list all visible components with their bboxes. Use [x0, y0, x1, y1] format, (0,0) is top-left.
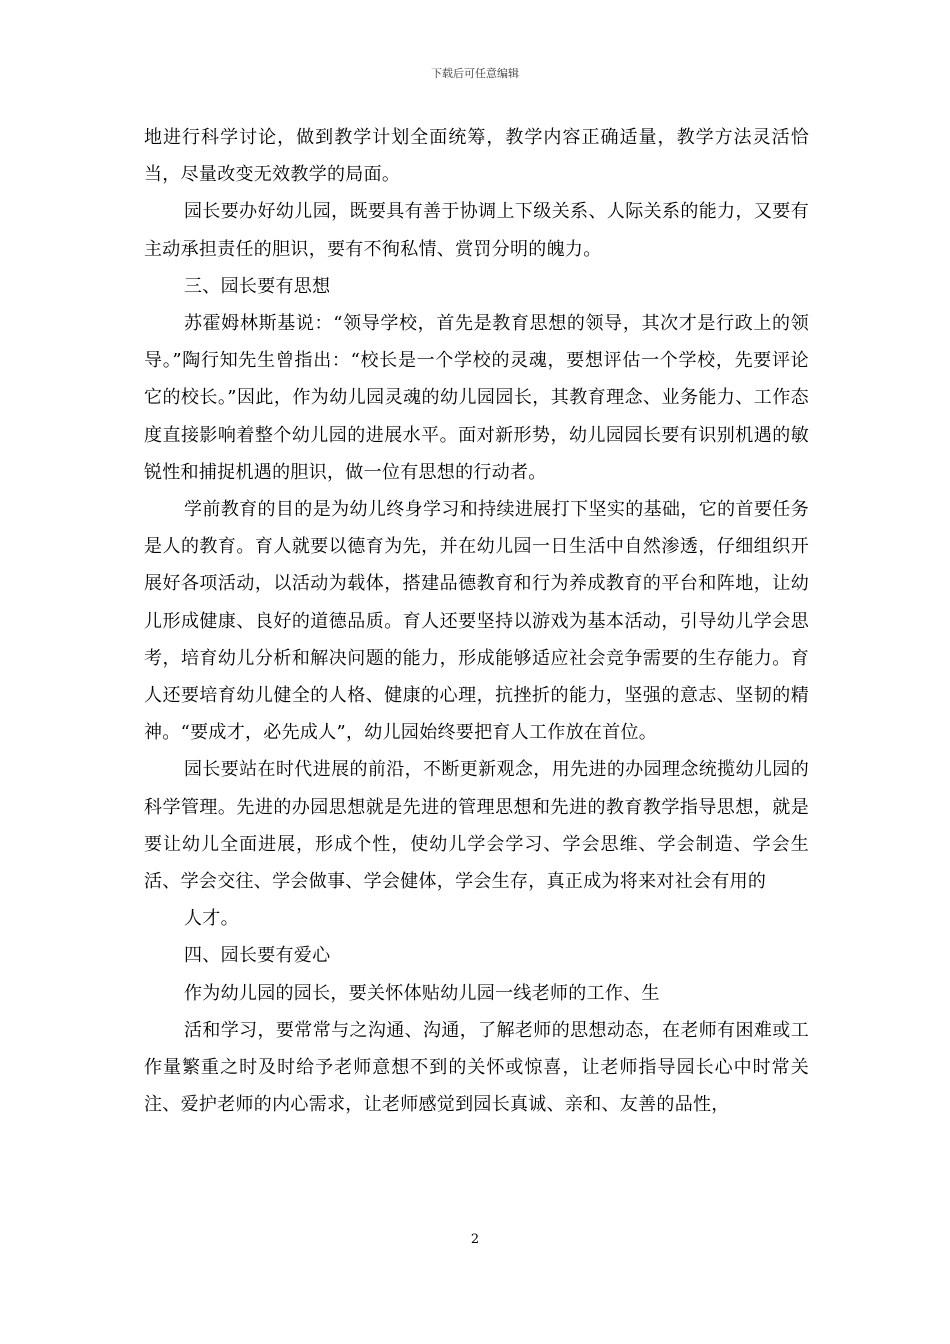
paragraph: 园长要办好幼儿园，既要具有善于协调上下级关系、人际关系的能力，又要有主动承担责任的胆识，要有不徇私情、赏罚分明的魄力。 [144, 201, 809, 260]
paragraph: 人才。 [184, 908, 239, 930]
paragraph: 地进行科学讨论，做到教学计划全面统筹，教学内容正确适量，教学方法灵活恰当，尽量改变无效教学的局面。 [144, 127, 809, 186]
paragraph: 苏霍姆林斯基说：“领导学校，首先是教育思想的领导，其次才是行政上的领导。”陶行知先生曾指出：“校长是一个学校的灵魂，要想评估一个学校，先要评论它的校长。”因此，作为幼儿园灵魂的幼儿园园长，其教育理念、业务能力、工作态度直接影响着整个幼儿园的进展水平。面对新形势，幼儿园园长要有识别机遇的敏锐性和捕捉机遇的胆识，做一位有思想的行动者。 [144, 313, 809, 483]
paragraph: 学前教育的目的是为幼儿终身学习和持续进展打下坚实的基础，它的首要任务是人的教育。育人就要以德育为先，并在幼儿园一日生活中自然渗透，仔细组织开展好各项活动，以活动为载体，搭建品德教育和行为养成教育的平台和阵地，让幼儿形成健康、良好的道德品质。育人还要坚持以游戏为基本活动，引导幼儿学会思考，培育幼儿分析和解决问题的能力，形成能够适应社会竞争需要的生存能力。育人还要培育幼儿健全的人格、健康的心理，抗挫折的能力，坚强的意志、坚韧的精神。“要成才，必先成人”，幼儿园始终要把育人工作放在首位。 [144, 499, 809, 744]
header-text: 下载后可任意编辑 [431, 67, 519, 80]
section-heading: 三、园长要有思想 [184, 275, 331, 297]
paragraph: 作为幼儿园的园长，要关怀体贴幼儿园一线老师的工作、生 [184, 982, 660, 1004]
document-body [144, 119, 809, 1123]
page-header [0, 66, 950, 82]
page-number [0, 1231, 950, 1249]
paragraph: 园长要站在时代进展的前沿，不断更新观念，用先进的办园理念统揽幼儿园的科学管理。先进的办园思想就是先进的管理思想和先进的教育教学指导思想，就是要让幼儿全面进展，形成个性，使幼儿学会学习、学会思维、学会制造、学会生活、学会交往、学会做事、学会健体，学会生存，真正成为将来对社会有用的 [144, 759, 809, 893]
paragraph: 活和学习，要常常与之沟通、沟通，了解老师的思想动态，在老师有困难或工作量繁重之时及时给予老师意想不到的关怀或惊喜，让老师指导园长心中时常关注、爱护老师的内心需求，让老师感觉到园长真诚、亲和、友善的品性， [144, 1019, 809, 1116]
page-number-text: 2 [470, 1232, 480, 1247]
section-heading: 四、园长要有爱心 [184, 945, 331, 967]
